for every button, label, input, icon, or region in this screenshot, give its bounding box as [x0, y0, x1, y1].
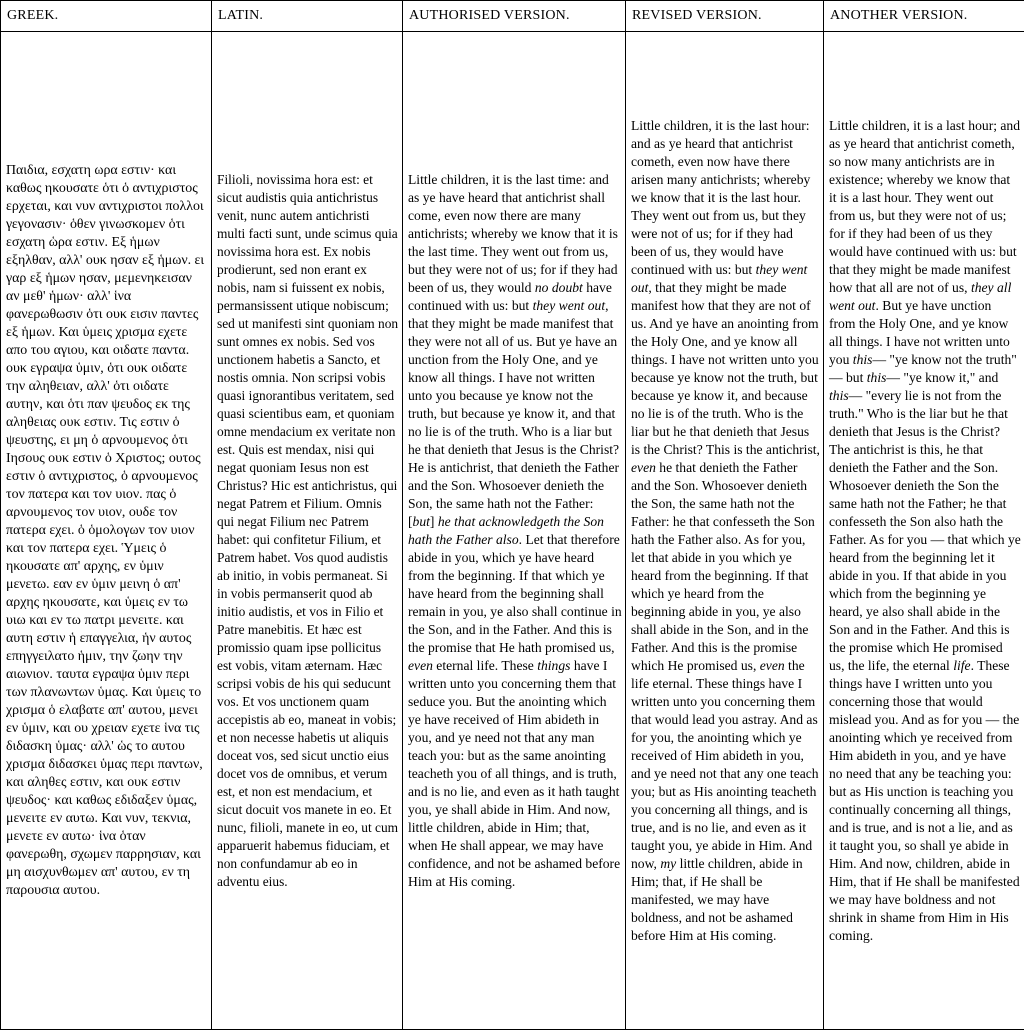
italic-text-run: things: [537, 657, 571, 673]
another-version-text: [824, 32, 1024, 1030]
italic-text-run: they all went out: [829, 279, 1012, 313]
text-run: have I written unto you concerning them that seduce you. But the anointing which ye have received of Him abideth in you, and ye need not that any man teach you: but as the same anointing teacheth you of all things, and is truth, and is no lie, and even as it hath taught you, ye shall abide in Him. And now, little children, abide in Him; that, when He shall appear, we may have confidence, and not be ashamed before Him at His coming.: [408, 657, 621, 889]
text-run: the life eternal. These things have I written unto you concerning them that would lead you astray. And as for you, the anointing which ye received of Him abideth in you, and ye need not that any one teach you; but as His anointing teacheth you concerning all things, and is true, and is no lie, and even as it taught you, ye abide in Him. And now,: [631, 657, 819, 871]
header-row: [1, 1, 1024, 32]
header-authorised-version: AUTHORISED VERSION.: [403, 1, 626, 32]
text-run: eternal life. These: [432, 657, 538, 673]
text-run: — "ye know not the truth" — but: [829, 351, 1017, 385]
text-run: he that denieth the Father and the Son. Whosoever denieth the Son, the same hath not the Father: he that confesseth the Son hath the Father also. As for you, let that abide in you which ye heard from the beginning. If that which ye heard from the beginning abide in you, ye also shall abide in the Son, and in the Father. And this is the promise which He promised us,: [631, 459, 815, 673]
text-run: . Let that therefore abide in you, which ye have heard from the beginning. If that which ye have heard from the beginning shall remain in you, ye also shall continue in the Son, and in the Father. And this is the promise that He hath promised us,: [408, 531, 622, 655]
text-run: . These things have I written unto you concerning those that would mislead you. And as for you — the anointing which ye received from Him abideth in you, and ye have no need that any be teaching you: but as His unction is teaching you continually concerning all things, and is true, and is not a lie, and as it taught you, so shall ye abide in Him. And now, children, abide in Him, that if He shall be manifested we may have boldness and not shrink in shame from Him in His coming.: [829, 657, 1020, 943]
italic-text-run: my: [660, 855, 677, 871]
text-run: Filioli, novissima hora est: et sicut audistis quia antichristus venit, nunc autem antichristi multi facti sunt, unde scimus quia novissima hora est. Ex nobis prodierunt, sed non erant ex nobis, nam si fuissent ex nobis, permansissent utique nobiscum; sed ut manifesti sint quoniam non sunt omnes ex nobis. Sed vos unctionem habetis a Sancto, et nostis omnia. Non scripsi vobis quasi ignorantibus veritatem, sed quasi scientibus eam, et quoniam omne mendacium ex veritate non est. Quis est mendax, nisi qui negat quoniam Iesus non est Christus? Hic est antichristus, qui negat Patrem et Filium. Omnis qui negat Filium nec Patrem habet: qui confitetur Filium, et Patrem habet. Vos quod audistis ab initio, in vobis permaneat. Si in vobis permanserit quod ab initio audistis, et vos in Filio et Patre manebitis. Et hæc est promissio quam ipse pollicitus est vobis, vitam æternam. Hæc scripsi vobis de his qui seducunt vos. Et vos unctionem quam accepistis ab eo, maneat in vobis; et non necesse habetis ut aliquis doceat vos, sed sicut unctio eius docet vos de omnibus, et verum est, et non est mendacium, et sicut docuit vos manete in eo. Et nunc, filioli, manete in eo, ut cum apparuerit habemus fiduciam, et non confundamur ab eo in adventu eius.: [217, 171, 399, 889]
italic-text-run: this: [852, 351, 873, 367]
authorised-version-text: [403, 32, 626, 1030]
text-run: , that they might be made manifest that they were not all of us. But ye have an unction from the Holy One, and ye know all things. I have not written unto you because ye know not the truth, but because ye know it, and that no lie is of the truth. Who is a liar but he that denieth that Jesus is the Christ? He is antichrist, that denieth the Father and the Son. Whosoever denieth the Son, the same hath not the Father: [: [408, 297, 620, 529]
text-run: Little children, it is the last hour: and as ye heard that antichrist cometh, even now have there arisen many antichrists; whereby we know that it is the last hour. They went out from us, but they were not of us; for if they had been of us, they would have continued with us: but: [631, 117, 811, 277]
text-run: have continued with us: but: [408, 279, 612, 313]
text-run: , that they might be made manifest how that they are not of us. And ye have an anointing from the Holy One, and ye know all things. I have not written unto you because ye know not the truth, but because ye know it, and because no lie is of the truth. Who is the liar but he that denieth that Jesus is the Christ? This is the antichrist,: [631, 279, 820, 457]
italic-text-run: even: [408, 657, 433, 673]
italic-text-run: they went out: [631, 261, 808, 295]
text-run: Little children, it is the last time: and as ye have heard that antichrist shall come, even now there are many antichrists; whereby we know that it is the last time. They went out from us, but they were not of us; for if they had been of us, they would: [408, 171, 618, 295]
header-revised-version: REVISED VERSION.: [626, 1, 824, 32]
text-run: . But ye have unction from the Holy One, and ye know all things. I have not written unto you: [829, 297, 1010, 367]
italic-text-run: even: [631, 459, 656, 475]
italic-text-run: this: [866, 369, 887, 385]
header-greek: GREEK.: [1, 1, 212, 32]
text-run: ]: [429, 513, 438, 529]
italic-text-run: life: [953, 657, 971, 673]
italic-text-run: no doubt: [534, 279, 583, 295]
text-run: — "every lie is not from the truth." Who is the liar but he that denieth that Jesus is the Christ? The antichrist is this, he that denieth the Father and the Son. Whosoever denieth the Son the same hath not the Father; he that confesseth the Son also hath the Father. As for you — that which ye heard from the beginning let it abide in you. If that abide in you which from the beginning ye heard, ye also shall abide in the Son and in the Father. And this is the promise which He promised us, the life, the eternal: [829, 387, 1021, 673]
text-run: — "ye know it," and: [886, 369, 999, 385]
italic-text-run: they went out: [532, 297, 606, 313]
text-row: [1, 32, 1024, 1030]
text-run: Παιδια, εσχατη ωρα εστιν· και καθως ηκουσατε ὁτι ὁ αντιχριστος ερχεται, και νυν αντιχριστοι πολλοι γεγονασιν· ὁθεν γινωσκομεν ὁτι εσχατη ὡρα εστιν. Εξ ἡμων εξηλθαν, αλλ' ουκ ησαν εξ ἡμων. ει γαρ εξ ἡμων ησαν, μεμενηκεισαν αν μεθ' ἡμων· αλλ' ἱνα φανερωθωσιν ὁτι ουκ εισιν παντες εξ ἡμων. Και ὑμεις χρισμα εχετε απο του αγιου, και οιδατε παντα. ουκ εγραψα ὑμιν, ὁτι ουκ οιδατε την αληθειαν, αλλ' ὁτι οιδατε αυτην, και ὁτι παν ψευδος εκ της αληθειας ουκ εστιν. Τις εστιν ὁ ψευστης, ει μη ὁ αρνουμενος ὁτι Ιησους ουκ εστιν ὁ Χριστος; ουτος εστιν ὁ αντιχριστος, ὁ αρνουμενος τον πατερα και τον υιον. πας ὁ αρνουμενος τον υιον, ουδε τον πατερα εχει. ὁ ὁμολογων τον υιον και τον πατερα εχει. Ὑμεις ὁ ηκουσατε απ' αρχης, εν ὑμιν μενετω. εαν εν ὑμιν μεινη ὁ απ' αρχης ηκουσατε, και ὑμεις εν τω υιω και εν τω πατρι μενειτε. και αυτη εστιν ἡ επαγγελια, ἡν αυτος επηγγειλατο ἡμιν, την ζωην την αιωνιον. ταυτα εγραψα ὑμιν περι των πλανωντων ὑμας. Και ὑμεις το χρισμα ὁ ελαβατε απ' αυτου, μενει εν ὑμιν, και ου χρειαν εχετε ἱνα τις διδασκη ὑμας· αλλ' ὡς το αυτου χρισμα διδασκει ὑμας περι παντων, και αληθες εστιν, και ουκ εστιν ψευδος· και καθως εδιδαξεν ὑμας, μενειτε εν αυτω. Και νυν, τεκνια, μενετε εν αυτω· ἱνα ὁταν φανερωθη, σχωμεν παρρησιαν, και μη αισχυνθωμεν απ' αυτου, εν τη παρουσια αυτου.: [6, 162, 205, 898]
italic-text-run: but: [412, 513, 430, 529]
italic-text-run: this: [829, 387, 849, 403]
header-another-version: ANOTHER VERSION.: [824, 1, 1024, 32]
latin-text: [212, 32, 403, 1030]
text-run: Little children, it is a last hour; and as ye heard that antichrist cometh, so now many antichrists are in existence; whereby we know that it is a last hour. They went out from us, but they were not of us; for if they had been of us they would have continued with us: but that they might be made manifest how that all are not of us,: [829, 117, 1021, 295]
italic-text-run: he that acknowledgeth the Son hath the Father also: [408, 513, 604, 547]
italic-text-run: even: [759, 657, 785, 673]
text-run: little children, abide in Him; that, if He shall be manifested, we may have boldness, and not be ashamed before Him at His coming.: [631, 855, 803, 943]
greek-text: [1, 32, 212, 1030]
revised-version-text: [626, 32, 824, 1030]
header-latin: LATIN.: [212, 1, 403, 32]
